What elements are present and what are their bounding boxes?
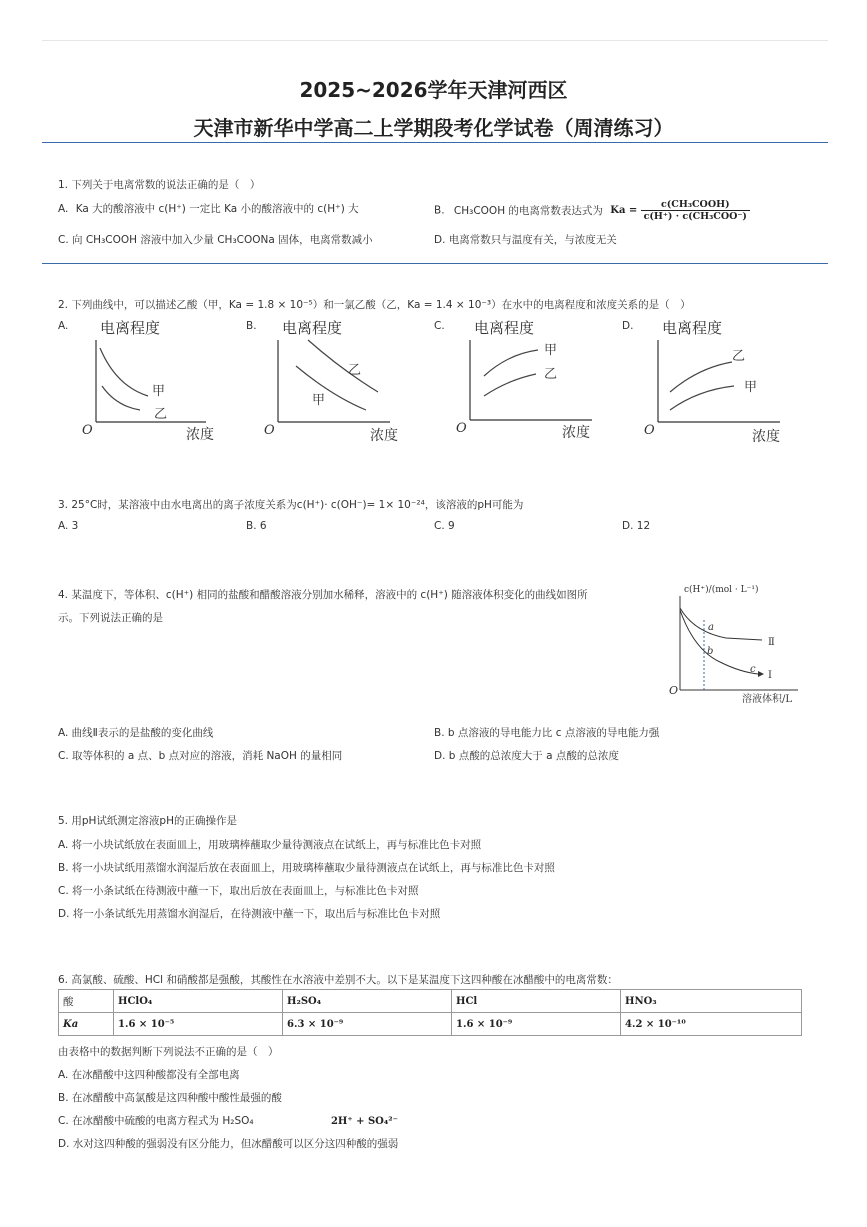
- q2-graph-b: [262, 316, 422, 446]
- q4-option-c[interactable]: C. 取等体积的 a 点、b 点对应的溶液，消耗 NaOH 的量相同: [58, 750, 343, 762]
- q2-c-yi: 乙: [544, 367, 558, 382]
- q1-option-c[interactable]: C. 向 CH₃COOH 溶液中加入少量 CH₃COONa 固体，电离常数减小: [58, 234, 373, 246]
- q4-option-d[interactable]: D. b 点酸的总浓度大于 a 点酸的总浓度: [434, 750, 619, 762]
- q5-option-c[interactable]: C. 将一小条试纸在待测液中蘸一下，取出后放在表面皿上，与标准比色卡对照: [58, 885, 419, 897]
- table-cell: HNO₃: [621, 990, 802, 1013]
- q5-option-d[interactable]: D. 将一小条试纸先用蒸馏水润湿后，在待测液中蘸一下，取出后与标准比色卡对照: [58, 908, 441, 920]
- q6-option-b[interactable]: B. 在冰醋酸中高氯酸是这四种酸中酸性最强的酸: [58, 1092, 282, 1104]
- q4-curve-2: [680, 608, 762, 640]
- q1-option-a-text: Ka 大的酸溶液中 c(H⁺) 一定比 Ka 小的酸溶液中的 c(H⁺) 大: [75, 203, 359, 215]
- q4-graph-origin: O: [669, 684, 679, 697]
- table-cell: 1.6 × 10⁻⁵: [114, 1013, 283, 1036]
- q6-option-c-products: 2H⁺ + SO₄²⁻: [330, 1116, 398, 1127]
- q2-c-jia: 甲: [544, 343, 558, 358]
- q3-option-d[interactable]: D. 12: [622, 520, 651, 532]
- q1-ka-symbol: Ka =: [610, 205, 638, 216]
- q2-c-y-label: 电离程度: [474, 319, 535, 337]
- table-cell: 1.6 × 10⁻⁹: [452, 1013, 621, 1036]
- q6-option-c[interactable]: [58, 1113, 398, 1128]
- q2-c-x-label: 浓度: [562, 425, 590, 441]
- q4-curve-2-label: Ⅱ: [768, 637, 775, 648]
- q2-a-jia: 甲: [152, 384, 166, 399]
- q2-c-origin: O: [456, 421, 467, 436]
- q4-point-b: b: [707, 646, 714, 657]
- q2-d-yi: 乙: [732, 349, 746, 364]
- q2-c-curve-yi: [484, 374, 536, 396]
- q2-b-x-label: 浓度: [370, 428, 398, 444]
- q6-sub-stem: 由表格中的数据判断下列说法不正确的是（ ）: [58, 1046, 279, 1058]
- q2-c-curve-jia: [484, 350, 538, 376]
- q2-b-yi: 乙: [348, 363, 362, 378]
- q1-divider: [42, 263, 828, 264]
- table-cell: 酸: [59, 990, 114, 1013]
- table-cell: Ka: [59, 1013, 114, 1036]
- q2-option-b-label[interactable]: B.: [246, 320, 257, 332]
- q6-ka-table: [58, 989, 802, 1036]
- q2-graph-c: [452, 316, 612, 446]
- q5-stem: 5. 用pH试纸测定溶液pH的正确操作是: [58, 815, 237, 827]
- q1-ka-fraction: [641, 199, 750, 222]
- q2-d-jia: 甲: [744, 380, 758, 395]
- title-divider: [42, 142, 828, 143]
- q2-a-x-label: 浓度: [186, 427, 214, 443]
- q3-stem: 3. 25°C时，某溶液中由水电离出的离子浓度关系为c(H⁺)· c(OH⁻)= 1× 10⁻²⁴，该溶液的pH可能为: [58, 499, 524, 511]
- q2-stem: 2. 下列曲线中，可以描述乙酸（甲，Ka = 1.8 × 10⁻⁵）和一氯乙酸（乙，Ka = 1.4 × 10⁻³）在水中的电离程度和浓度关系的是（ ）: [58, 299, 691, 311]
- q4-graph-y-label: c(H⁺)/(mol · L⁻¹): [684, 585, 759, 595]
- q2-d-x-label: 浓度: [752, 429, 780, 445]
- q2-d-curve-jia: [670, 386, 734, 410]
- q2-option-d-label[interactable]: D.: [622, 320, 634, 332]
- q6-option-d[interactable]: D. 水对这四种酸的强弱没有区分能力，但冰醋酸可以区分这四种酸的强弱: [58, 1138, 399, 1150]
- q1-ka-numerator: c(CH₃COOH): [641, 199, 750, 211]
- q2-graph-a: [78, 316, 238, 446]
- q5-option-a[interactable]: A. 将一小块试纸放在表面皿上，用玻璃棒蘸取少量待测液点在试纸上，再与标准比色卡对照: [58, 839, 482, 851]
- q4-stem-line-1: 4. 某温度下，等体积、c(H⁺) 相同的盐酸和醋酸溶液分别加水稀释，溶液中的 c(H⁺) 随溶液体积变化的曲线如图所: [58, 589, 588, 601]
- q3-option-b[interactable]: B. 6: [246, 520, 267, 532]
- q2-b-origin: O: [264, 423, 275, 438]
- table-row: [59, 990, 802, 1013]
- table-cell: 6.3 × 10⁻⁹: [283, 1013, 452, 1036]
- q4-option-a[interactable]: A. 曲线Ⅱ表示的是盐酸的变化曲线: [58, 727, 214, 739]
- q3-option-a[interactable]: A. 3: [58, 520, 79, 532]
- q6-option-c-text: C. 在冰醋酸中硫酸的电离方程式为 H₂SO₄: [58, 1115, 254, 1127]
- q4-option-b[interactable]: B. b 点溶液的导电能力比 c 点溶液的导电能力强: [434, 727, 660, 739]
- q2-option-a-label[interactable]: A.: [58, 320, 69, 332]
- q1-option-a[interactable]: A. Ka 大的酸溶液中 c(H⁺) 一定比 Ka 小的酸溶液中的 c(H⁺) 大: [58, 203, 359, 215]
- q2-a-origin: O: [82, 423, 93, 438]
- title-line-1: 2025~2026学年天津河西区: [299, 78, 568, 102]
- q1-option-b-text: CH₃COOH 的电离常数表达式为: [453, 205, 603, 217]
- table-cell: HCl: [452, 990, 621, 1013]
- q2-a-y-label: 电离程度: [100, 319, 161, 337]
- q1-stem: 1. 下列关于电离常数的说法正确的是（ ）: [58, 179, 261, 191]
- q2-b-curve-yi: [308, 340, 378, 392]
- table-row: [59, 1013, 802, 1036]
- q4-graph: [664, 580, 804, 706]
- q2-graph-d: [640, 316, 800, 446]
- q1-option-d[interactable]: D. 电离常数只与温度有关，与浓度无关: [434, 234, 617, 246]
- q4-point-a: a: [708, 622, 714, 633]
- q4-stem-line-2: 示。下列说法正确的是: [58, 612, 163, 624]
- q2-b-jia: 甲: [312, 393, 326, 408]
- q4-curve-1-label: Ⅰ: [768, 670, 772, 681]
- q2-b-y-label: 电离程度: [282, 319, 343, 337]
- q5-option-b[interactable]: B. 将一小块试纸用蒸馏水润湿后放在表面皿上，用玻璃棒蘸取少量待测液点在试纸上，再与标准比色卡对照: [58, 862, 555, 874]
- q2-option-c-label[interactable]: C.: [434, 320, 445, 332]
- q3-option-c[interactable]: C. 9: [434, 520, 455, 532]
- q1-ka-denominator: c(H⁺) · c(CH₃COO⁻): [643, 211, 747, 222]
- q2-a-curve-jia: [100, 348, 148, 396]
- top-divider: [42, 40, 828, 41]
- q2-d-y-label: 电离程度: [662, 319, 723, 337]
- q4-curve-1: [680, 610, 758, 674]
- q1-option-b[interactable]: B. CH₃COOH 的电离常数表达式为 Ka = $\frac{\text{c(CH₃COOH)}}{\text{c(H⁺) · c(CH₃COO⁻)}}$: [434, 199, 750, 222]
- title-line-2: 天津市新华中学高二上学期段考化学试卷（周清练习）: [193, 116, 674, 140]
- q2-a-yi: 乙: [154, 407, 168, 422]
- q6-stem: 6. 高氯酸、硫酸、HCl 和硝酸都是强酸，其酸性在水溶液中差别不大。以下是某温度下这四种酸在冰醋酸中的电离常数：: [58, 974, 618, 986]
- q4-point-c: c: [750, 664, 756, 675]
- table-cell: HClO₄: [114, 990, 283, 1013]
- table-cell: 4.2 × 10⁻¹⁰: [621, 1013, 802, 1036]
- q6-option-a[interactable]: A. 在冰醋酸中这四种酸都没有全部电离: [58, 1069, 240, 1081]
- q2-d-origin: O: [644, 423, 655, 438]
- q4-graph-x-label: 溶液体积/L: [742, 694, 793, 705]
- table-cell: H₂SO₄: [283, 990, 452, 1013]
